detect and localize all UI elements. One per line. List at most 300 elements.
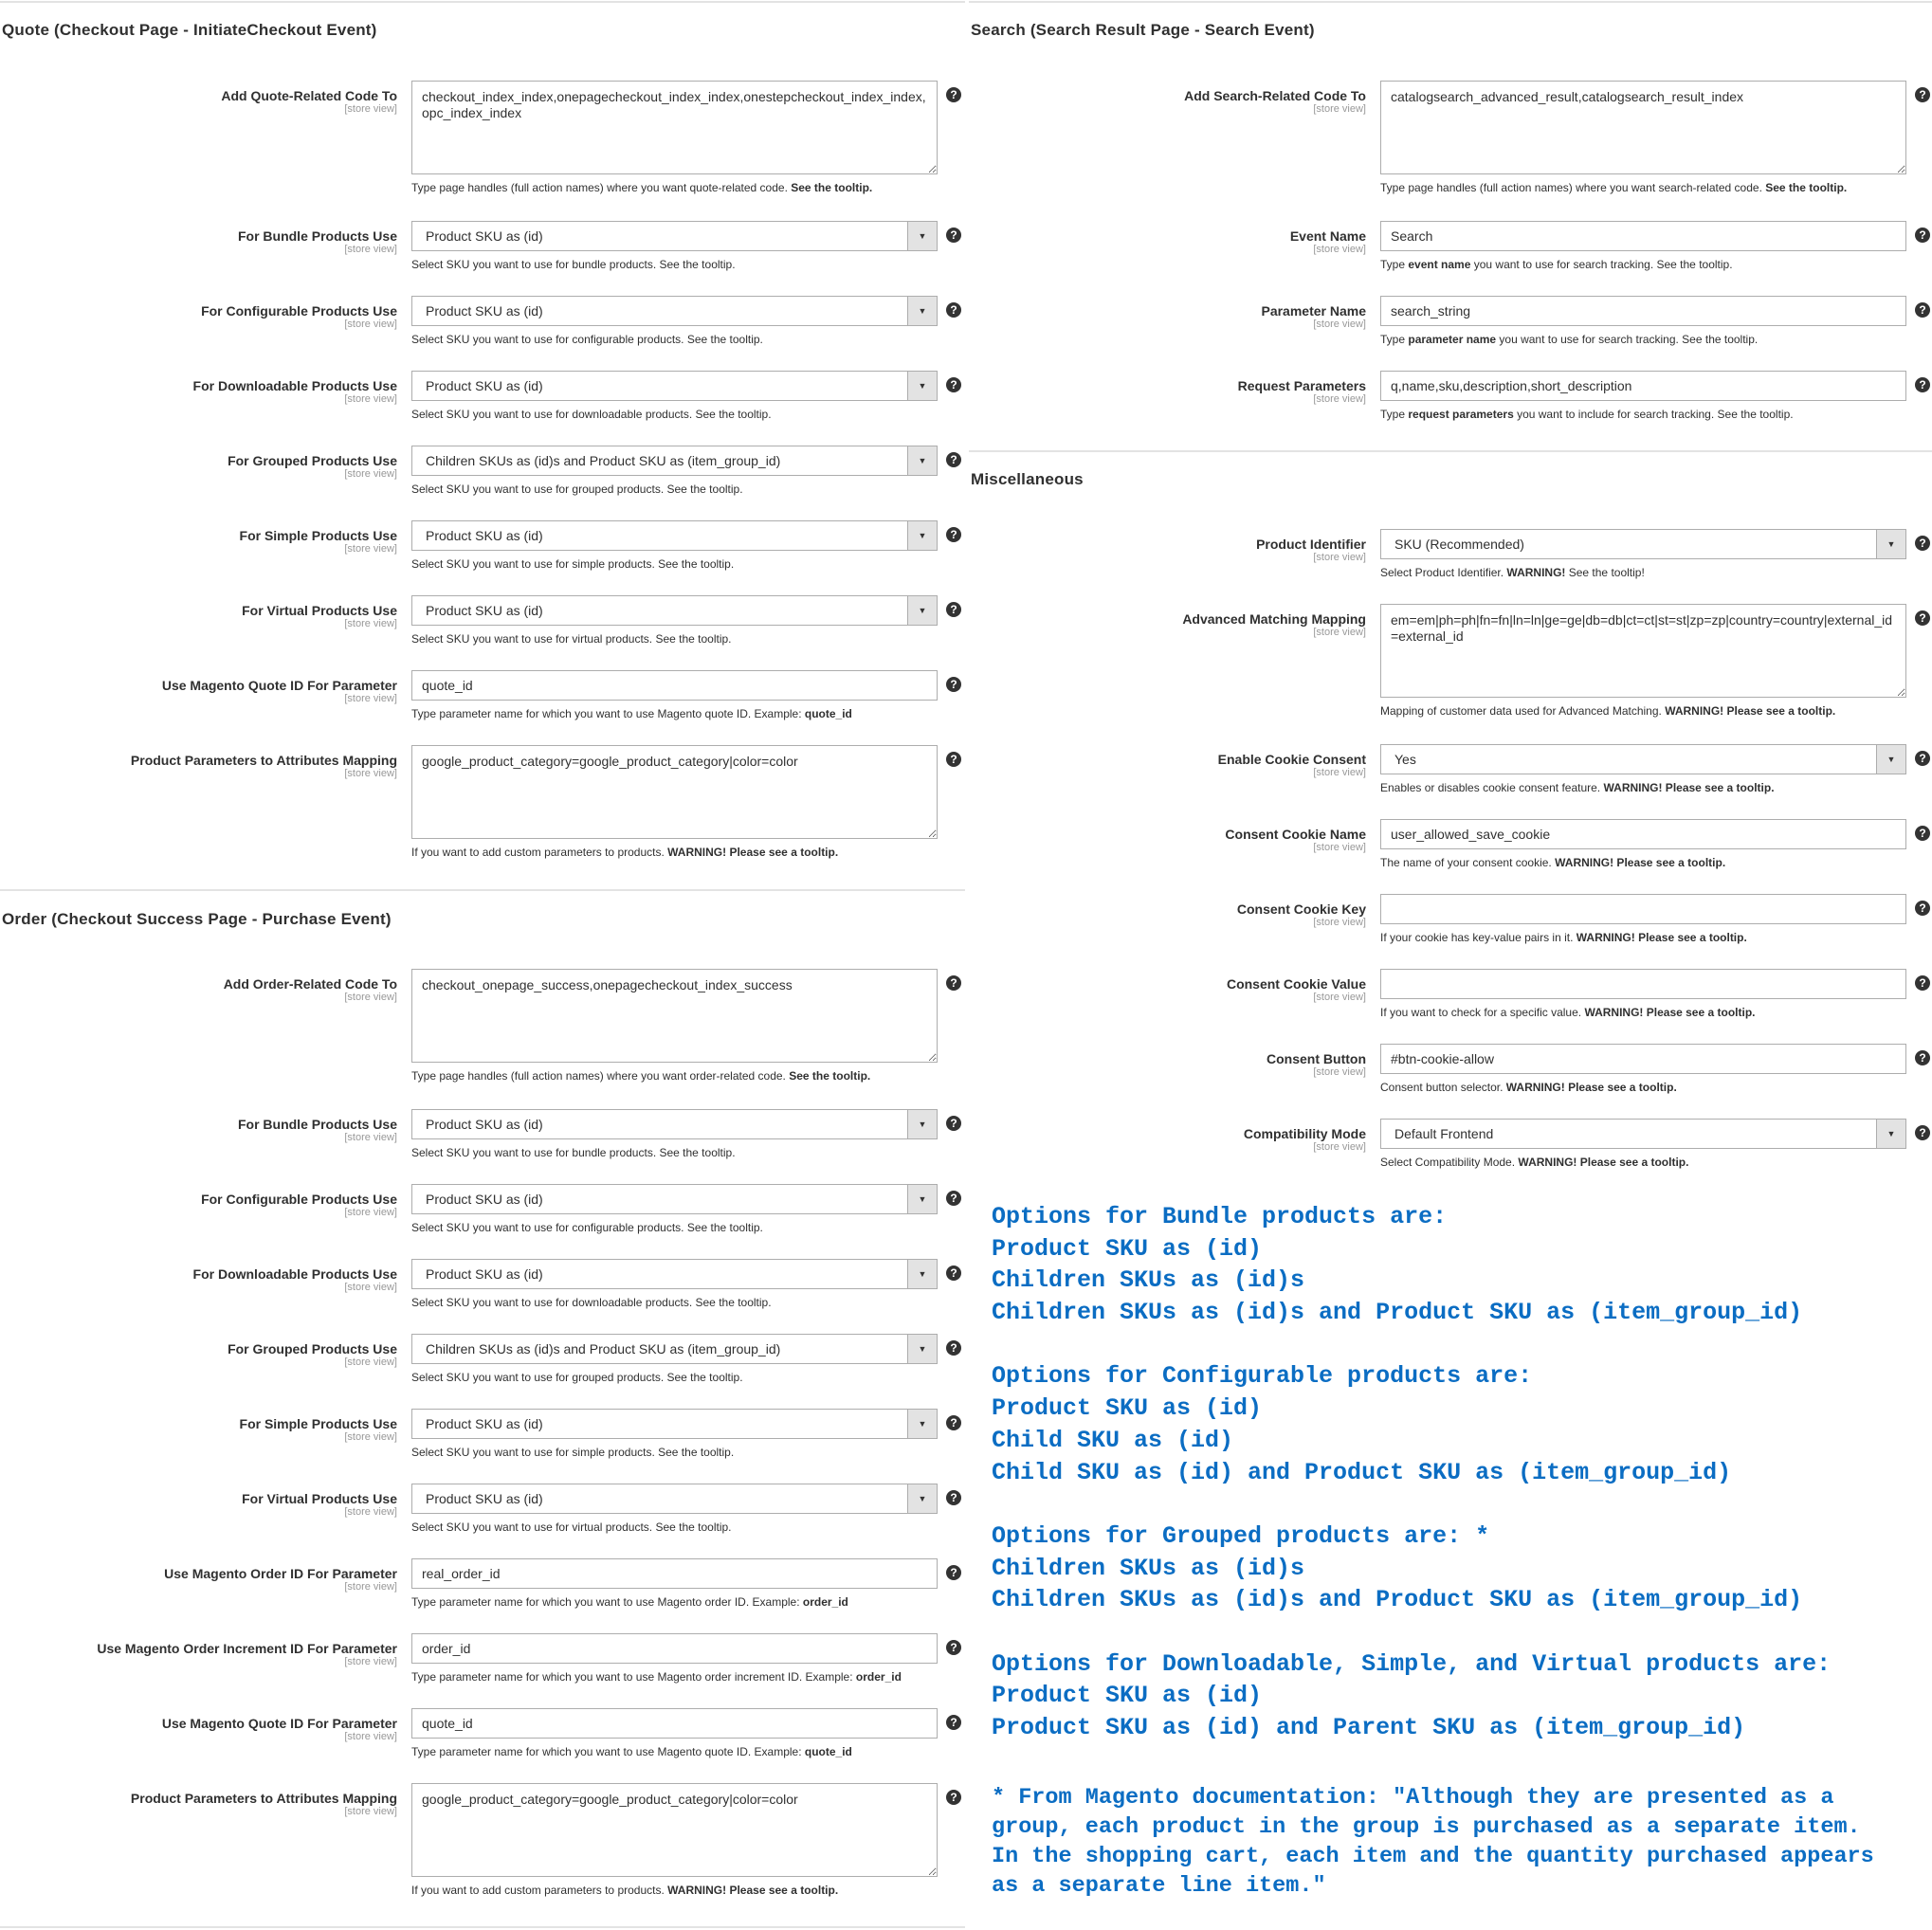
section-title-search: Search (Search Result Page - Search Event)	[971, 21, 1315, 39]
input-value: search_string	[1391, 303, 1471, 319]
help-icon[interactable]: ?	[1915, 826, 1930, 841]
field-control	[1380, 371, 1906, 422]
field-label-text: Compatibility Mode	[1243, 1126, 1366, 1141]
left-column	[0, 0, 965, 1930]
field-label-text: For Virtual Products Use	[242, 1491, 397, 1506]
scope-label: [store view]	[344, 768, 397, 779]
field-for-grouped-products-use	[0, 1334, 965, 1409]
field-label	[969, 371, 1366, 406]
field-note	[411, 258, 938, 272]
input-value: Search	[1391, 228, 1433, 244]
note-text: If you want to add custom parameters to products.	[411, 846, 668, 859]
for-configurable-products-use-select[interactable]	[411, 1184, 938, 1214]
for-grouped-products-use-select[interactable]	[411, 1334, 938, 1364]
for-simple-products-use-select[interactable]	[411, 1409, 938, 1439]
sku-options-annotation	[992, 1201, 1874, 1901]
section-title-misc: Miscellaneous	[971, 470, 1084, 488]
field-note	[411, 846, 938, 860]
field-control	[411, 1484, 938, 1535]
field-control	[411, 1708, 938, 1759]
for-grouped-products-use-select[interactable]	[411, 446, 938, 476]
for-bundle-products-use-select[interactable]	[411, 221, 938, 251]
field-note	[411, 1221, 938, 1235]
field-note	[411, 1745, 938, 1759]
field-compatibility-mode	[969, 1119, 1932, 1193]
chevron-down-icon[interactable]: ▼	[907, 1410, 937, 1438]
use-magento-quote-id-for-parameter-input[interactable]	[411, 670, 938, 701]
field-for-downloadable-products-use	[0, 1259, 965, 1334]
spacer	[992, 1488, 1874, 1520]
field-control	[411, 1409, 938, 1460]
field-product-parameters-to-attributes-mapping	[0, 1783, 965, 1923]
use-magento-quote-id-for-parameter-input[interactable]	[411, 1708, 938, 1739]
help-icon[interactable]: ?	[946, 1340, 961, 1356]
field-control	[1380, 969, 1906, 1020]
help-icon[interactable]: ?	[1915, 536, 1930, 551]
chevron-down-icon[interactable]: ▼	[907, 1260, 937, 1288]
spacer	[992, 1616, 1874, 1648]
note-emphasis: WARNING! Please see a tooltip.	[667, 1884, 839, 1897]
note-text: Type page handles (full action names) where you want search-related code.	[1380, 181, 1766, 194]
field-label-text: For Downloadable Products Use	[192, 1266, 397, 1282]
help-icon[interactable]: ?	[946, 1116, 961, 1131]
field-consent-cookie-name	[969, 819, 1932, 894]
field-note	[411, 408, 938, 422]
field-control	[1380, 296, 1906, 347]
field-control	[411, 1783, 938, 1898]
consent-cookie-name-input[interactable]	[1380, 819, 1906, 849]
note-emphasis: parameter name	[1408, 333, 1497, 346]
help-icon[interactable]: ?	[1915, 975, 1930, 991]
scope-label: [store view]	[344, 992, 397, 1003]
note-text: Type page handles (full action names) where you want order-related code.	[411, 1069, 790, 1083]
chevron-down-icon[interactable]: ▼	[907, 521, 937, 550]
field-note	[411, 1146, 938, 1160]
field-control	[1380, 819, 1906, 870]
note-text: If your cookie has key-value pairs in it.	[1380, 931, 1577, 944]
annotation-line: Options for Configurable products are:	[992, 1362, 1533, 1391]
field-label	[0, 595, 397, 630]
note-text: you want to include for search tracking. See the tooltip.	[1513, 408, 1794, 421]
field-label	[969, 604, 1366, 639]
note-emphasis: See the tooltip.	[791, 181, 873, 194]
for-simple-products-use-select[interactable]	[411, 520, 938, 551]
field-note	[1380, 333, 1906, 347]
field-label-text: Event Name	[1289, 228, 1366, 244]
annotation-line: Options for Grouped products are: *	[992, 1521, 1490, 1550]
use-magento-order-id-for-parameter-input[interactable]	[411, 1558, 938, 1589]
select-value: Product SKU as (id)	[426, 303, 543, 319]
misc-fields	[969, 529, 1932, 1193]
help-icon[interactable]: ?	[946, 1640, 961, 1655]
field-control	[1380, 221, 1906, 272]
field-label-text: Enable Cookie Consent	[1217, 752, 1366, 767]
help-icon[interactable]: ?	[946, 975, 961, 991]
section-title-quote: Quote (Checkout Page - InitiateCheckout Event)	[2, 21, 377, 39]
note-text: Type	[1380, 408, 1409, 421]
select-value: Product SKU as (id)	[426, 528, 543, 543]
select-value: Product SKU as (id)	[426, 378, 543, 393]
field-label	[0, 520, 397, 555]
field-label-text: Product Parameters to Attributes Mapping	[130, 1791, 397, 1806]
spacer	[992, 1744, 1874, 1776]
help-icon[interactable]: ?	[946, 302, 961, 318]
field-label	[0, 670, 397, 705]
for-configurable-products-use-select[interactable]	[411, 296, 938, 326]
add-search-related-code-to-textarea[interactable]	[1380, 81, 1906, 174]
scope-label: [store view]	[344, 244, 397, 255]
chevron-down-icon[interactable]: ▼	[907, 596, 937, 625]
field-label	[969, 221, 1366, 256]
field-label	[969, 744, 1366, 779]
help-icon[interactable]: ?	[1915, 751, 1930, 766]
field-enable-cookie-consent	[969, 744, 1932, 819]
chevron-down-icon[interactable]: ▼	[907, 1484, 937, 1513]
advanced-matching-mapping-textarea[interactable]	[1380, 604, 1906, 698]
parameter-name-input[interactable]	[1380, 296, 1906, 326]
input-value: quote_id	[422, 678, 473, 693]
chevron-down-icon[interactable]: ▼	[907, 1335, 937, 1363]
field-control	[411, 81, 938, 195]
note-text: Type parameter name for which you want to use Magento quote ID. Example:	[411, 1745, 805, 1758]
note-emphasis: quote_id	[804, 1745, 852, 1758]
field-for-simple-products-use	[0, 1409, 965, 1484]
field-label-text: Add Order-Related Code To	[223, 976, 397, 992]
annotation-line: Children SKUs as (id)s and Product SKU as (item_group_id)	[992, 1299, 1803, 1327]
help-icon[interactable]: ?	[946, 1565, 961, 1580]
select-value: Default Frontend	[1394, 1126, 1494, 1141]
field-control	[411, 1109, 938, 1160]
field-label-text: Product Identifier	[1256, 537, 1366, 552]
scope-label: [store view]	[344, 319, 397, 330]
input-value: #btn-cookie-allow	[1391, 1051, 1494, 1066]
annotation-line: Product SKU as (id)	[992, 1234, 1263, 1263]
field-note	[411, 333, 938, 347]
scope-label: [store view]	[344, 1207, 397, 1218]
note-text: Enables or disables cookie consent feature.	[1380, 781, 1604, 794]
for-virtual-products-use-select[interactable]	[411, 595, 938, 626]
field-parameter-name	[969, 296, 1932, 371]
chevron-down-icon[interactable]: ▼	[907, 297, 937, 325]
note-emphasis: See the tooltip.	[789, 1069, 871, 1083]
field-control	[411, 296, 938, 347]
for-downloadable-products-use-select[interactable]	[411, 1259, 938, 1289]
field-label-text: Product Parameters to Attributes Mapping	[130, 753, 397, 768]
field-label-text: For Grouped Products Use	[228, 1341, 397, 1356]
note-text: Select Compatibility Mode.	[1380, 1156, 1519, 1169]
chevron-down-icon[interactable]: ▼	[1876, 530, 1905, 558]
field-consent-button	[969, 1044, 1932, 1119]
annotation-line: Child SKU as (id)	[992, 1426, 1234, 1454]
chevron-down-icon[interactable]: ▼	[1876, 1120, 1905, 1148]
field-note	[411, 482, 938, 497]
field-note	[411, 1371, 938, 1385]
note-emphasis: WARNING! Please see a tooltip.	[667, 846, 839, 859]
help-icon[interactable]: ?	[1915, 302, 1930, 318]
help-icon[interactable]: ?	[1915, 610, 1930, 626]
note-emphasis: event name	[1408, 258, 1471, 271]
field-note	[411, 1884, 938, 1898]
product-parameters-to-attributes-mapping-textarea[interactable]	[411, 1783, 938, 1877]
input-value: quote_id	[422, 1716, 473, 1731]
note-text: If you want to check for a specific value.	[1380, 1006, 1585, 1019]
select-value: Yes	[1394, 752, 1416, 767]
help-icon[interactable]: ?	[946, 1265, 961, 1281]
field-for-virtual-products-use	[0, 1484, 965, 1558]
field-label-text: For Downloadable Products Use	[192, 378, 397, 393]
field-control	[1380, 744, 1906, 795]
scope-label: [store view]	[1313, 1141, 1366, 1153]
field-use-magento-quote-id-for-parameter	[0, 670, 965, 745]
field-label	[0, 1783, 397, 1818]
field-for-bundle-products-use	[0, 221, 965, 296]
scope-label: [store view]	[344, 618, 397, 629]
footnote-line: In the shopping cart, each item and the quantity purchased appears	[992, 1844, 1874, 1870]
field-label	[969, 1119, 1366, 1154]
chevron-down-icon[interactable]: ▼	[907, 222, 937, 250]
field-label	[0, 446, 397, 481]
help-icon[interactable]: ?	[946, 1415, 961, 1430]
divider	[969, 450, 1932, 452]
scope-label: [store view]	[1313, 992, 1366, 1003]
annotation-line: Product SKU as (id)	[992, 1394, 1263, 1423]
field-note	[1380, 1156, 1906, 1170]
select-value: Children SKUs as (id)s and Product SKU as (item_group_id)	[426, 453, 781, 468]
input-value: real_order_id	[422, 1566, 501, 1581]
field-label-text: For Configurable Products Use	[201, 1192, 397, 1207]
footnote-line: as a separate line item."	[992, 1873, 1326, 1900]
field-note	[1380, 408, 1906, 422]
help-icon[interactable]: ?	[946, 677, 961, 692]
field-control	[411, 1259, 938, 1310]
select-value: Children SKUs as (id)s and Product SKU as (item_group_id)	[426, 1341, 781, 1356]
annotation-line: Children SKUs as (id)s	[992, 1266, 1305, 1295]
field-control	[411, 595, 938, 646]
chevron-down-icon[interactable]: ▼	[907, 372, 937, 400]
help-icon[interactable]: ?	[1915, 228, 1930, 243]
field-note	[1380, 1006, 1906, 1020]
field-note	[1380, 704, 1906, 719]
divider	[0, 1, 965, 3]
for-bundle-products-use-select[interactable]	[411, 1109, 938, 1139]
help-icon[interactable]: ?	[946, 1715, 961, 1730]
field-control	[411, 371, 938, 422]
field-label	[0, 1184, 397, 1219]
field-label	[0, 1558, 397, 1593]
product-parameters-to-attributes-mapping-textarea[interactable]	[411, 745, 938, 839]
field-consent-cookie-key	[969, 894, 1932, 969]
scope-label: [store view]	[344, 103, 397, 115]
field-label	[0, 1109, 397, 1144]
field-label	[0, 221, 397, 256]
footnote-line: * From Magento documentation: "Although they are presented as a	[992, 1785, 1834, 1812]
note-text: The name of your consent cookie.	[1380, 856, 1556, 869]
field-note	[411, 1296, 938, 1310]
chevron-down-icon[interactable]: ▼	[907, 1110, 937, 1138]
order-fields	[0, 969, 965, 1923]
field-note	[411, 1069, 938, 1083]
field-control	[1380, 81, 1906, 195]
add-quote-related-code-to-textarea[interactable]	[411, 81, 938, 174]
chevron-down-icon[interactable]: ▼	[907, 446, 937, 475]
field-for-virtual-products-use	[0, 595, 965, 670]
annotation-line: Children SKUs as (id)s	[992, 1554, 1305, 1582]
section-title-order: Order (Checkout Success Page - Purchase Event)	[2, 910, 392, 928]
annotation-line: Child SKU as (id) and Product SKU as (item_group_id)	[992, 1458, 1732, 1486]
product-identifier-select[interactable]	[1380, 529, 1906, 559]
field-label-text: For Virtual Products Use	[242, 603, 397, 618]
help-icon[interactable]: ?	[1915, 901, 1930, 916]
input-value: user_allowed_save_cookie	[1391, 827, 1551, 842]
help-icon[interactable]: ?	[946, 228, 961, 243]
note-emphasis: See the tooltip.	[1765, 181, 1848, 194]
field-note	[411, 557, 938, 572]
help-icon[interactable]: ?	[946, 752, 961, 767]
scope-label: [store view]	[1313, 552, 1366, 563]
field-control	[1380, 1044, 1906, 1095]
field-label	[0, 745, 397, 780]
compatibility-mode-select[interactable]	[1380, 1119, 1906, 1149]
use-magento-order-increment-id-for-parameter-input[interactable]	[411, 1633, 938, 1664]
help-icon[interactable]: ?	[946, 1790, 961, 1805]
scope-label: [store view]	[1313, 767, 1366, 778]
field-product-parameters-to-attributes-mapping	[0, 745, 965, 885]
field-use-magento-order-id-for-parameter	[0, 1558, 965, 1633]
help-icon[interactable]: ?	[1915, 87, 1930, 102]
field-label	[969, 819, 1366, 854]
select-value: Product SKU as (id)	[426, 1192, 543, 1207]
field-control	[411, 670, 938, 721]
field-label	[0, 371, 397, 406]
field-for-configurable-products-use	[0, 1184, 965, 1259]
scope-label: [store view]	[344, 393, 397, 405]
note-emphasis: WARNING! Please see a tooltip.	[1518, 1156, 1689, 1169]
note-text: See the tooltip!	[1565, 566, 1645, 579]
note-text: Select SKU you want to use for bundle products. See the tooltip.	[411, 258, 736, 271]
field-event-name	[969, 221, 1932, 296]
for-virtual-products-use-select[interactable]	[411, 1484, 938, 1514]
divider	[0, 1926, 965, 1928]
consent-cookie-value-input[interactable]	[1380, 969, 1906, 999]
help-icon[interactable]: ?	[1915, 1050, 1930, 1065]
quote-fields	[0, 81, 965, 885]
scope-label: [store view]	[344, 1431, 397, 1443]
footnote-line: group, each product in the group is purchased as a separate item.	[992, 1814, 1861, 1841]
note-text: Select SKU you want to use for configurable products. See the tooltip.	[411, 1221, 763, 1234]
note-text: Select SKU you want to use for grouped products. See the tooltip.	[411, 1371, 743, 1384]
chevron-down-icon[interactable]: ▼	[1876, 745, 1905, 774]
select-value: Product SKU as (id)	[426, 1491, 543, 1506]
help-icon[interactable]: ?	[946, 527, 961, 542]
field-control	[411, 1633, 938, 1684]
field-add-order-related-code-to	[0, 969, 965, 1109]
help-icon[interactable]: ?	[946, 1191, 961, 1206]
field-control	[411, 520, 938, 572]
scope-label: [store view]	[1313, 103, 1366, 115]
annotation-line: Product SKU as (id)	[992, 1682, 1263, 1710]
field-label-text: Consent Button	[1267, 1051, 1366, 1066]
field-note	[411, 1595, 938, 1610]
annotation-line: Children SKUs as (id)s and Product SKU as (item_group_id)	[992, 1586, 1803, 1614]
field-note	[1380, 781, 1906, 795]
scope-label: [store view]	[1313, 319, 1366, 330]
field-note	[411, 1446, 938, 1460]
search-fields	[969, 81, 1932, 446]
help-icon[interactable]: ?	[946, 452, 961, 467]
field-label	[969, 1044, 1366, 1079]
field-control	[1380, 894, 1906, 945]
field-note	[411, 632, 938, 646]
note-emphasis: order_id	[802, 1595, 848, 1609]
field-label-text: Consent Cookie Key	[1236, 901, 1366, 917]
field-control	[411, 221, 938, 272]
field-label-text: For Bundle Products Use	[237, 228, 397, 244]
field-control	[411, 969, 938, 1083]
field-label-text: For Configurable Products Use	[201, 303, 397, 319]
note-emphasis: quote_id	[804, 707, 852, 720]
field-label	[969, 894, 1366, 929]
note-text: Type page handles (full action names) where you want quote-related code.	[411, 181, 792, 194]
scope-label: [store view]	[344, 1656, 397, 1667]
consent-button-input[interactable]	[1380, 1044, 1906, 1074]
field-note	[1380, 1081, 1906, 1095]
help-icon[interactable]: ?	[946, 377, 961, 392]
select-value: Product SKU as (id)	[426, 228, 543, 244]
field-note	[411, 707, 938, 721]
enable-cookie-consent-select[interactable]	[1380, 744, 1906, 774]
note-emphasis: WARNING! Please see a tooltip.	[1505, 1081, 1677, 1094]
note-emphasis: WARNING! Please see a tooltip.	[1603, 781, 1775, 794]
field-control	[1380, 1119, 1906, 1170]
annotation-line: Options for Bundle products are:	[992, 1203, 1448, 1230]
consent-cookie-key-input[interactable]	[1380, 894, 1906, 924]
field-use-magento-order-increment-id-for-parameter	[0, 1633, 965, 1708]
field-advanced-matching-mapping	[969, 604, 1932, 744]
field-control	[1380, 529, 1906, 580]
request-parameters-input[interactable]	[1380, 371, 1906, 401]
event-name-input[interactable]	[1380, 221, 1906, 251]
help-icon[interactable]: ?	[946, 87, 961, 102]
note-emphasis: WARNING! Please see a tooltip.	[1665, 704, 1836, 718]
help-icon[interactable]: ?	[1915, 1125, 1930, 1140]
add-order-related-code-to-textarea[interactable]	[411, 969, 938, 1063]
for-downloadable-products-use-select[interactable]	[411, 371, 938, 401]
note-text: Select SKU you want to use for simple products. See the tooltip.	[411, 1446, 735, 1459]
note-text: Select SKU you want to use for downloadable products. See the tooltip.	[411, 1296, 772, 1309]
spacer	[992, 1329, 1874, 1361]
help-icon[interactable]: ?	[1915, 377, 1930, 392]
field-label	[0, 296, 397, 331]
note-text: you want to use for search tracking. See the tooltip.	[1470, 258, 1733, 271]
field-label-text: For Simple Products Use	[239, 528, 397, 543]
note-emphasis: WARNING! Please see a tooltip.	[1576, 931, 1747, 944]
chevron-down-icon[interactable]: ▼	[907, 1185, 937, 1213]
note-text: Select SKU you want to use for downloadable products. See the tooltip.	[411, 408, 772, 421]
field-label-text: Parameter Name	[1261, 303, 1366, 319]
scope-label: [store view]	[1313, 393, 1366, 405]
input-value: order_id	[422, 1641, 471, 1656]
field-label-text: Advanced Matching Mapping	[1182, 611, 1366, 627]
scope-label: [store view]	[344, 693, 397, 704]
help-icon[interactable]: ?	[946, 602, 961, 617]
select-value: Product SKU as (id)	[426, 1117, 543, 1132]
note-emphasis: WARNING!	[1506, 566, 1566, 579]
note-text: Select SKU you want to use for virtual products. See the tooltip.	[411, 1520, 732, 1534]
field-label	[0, 1633, 397, 1668]
help-icon[interactable]: ?	[946, 1490, 961, 1505]
scope-label: [store view]	[344, 1506, 397, 1518]
field-for-configurable-products-use	[0, 296, 965, 371]
